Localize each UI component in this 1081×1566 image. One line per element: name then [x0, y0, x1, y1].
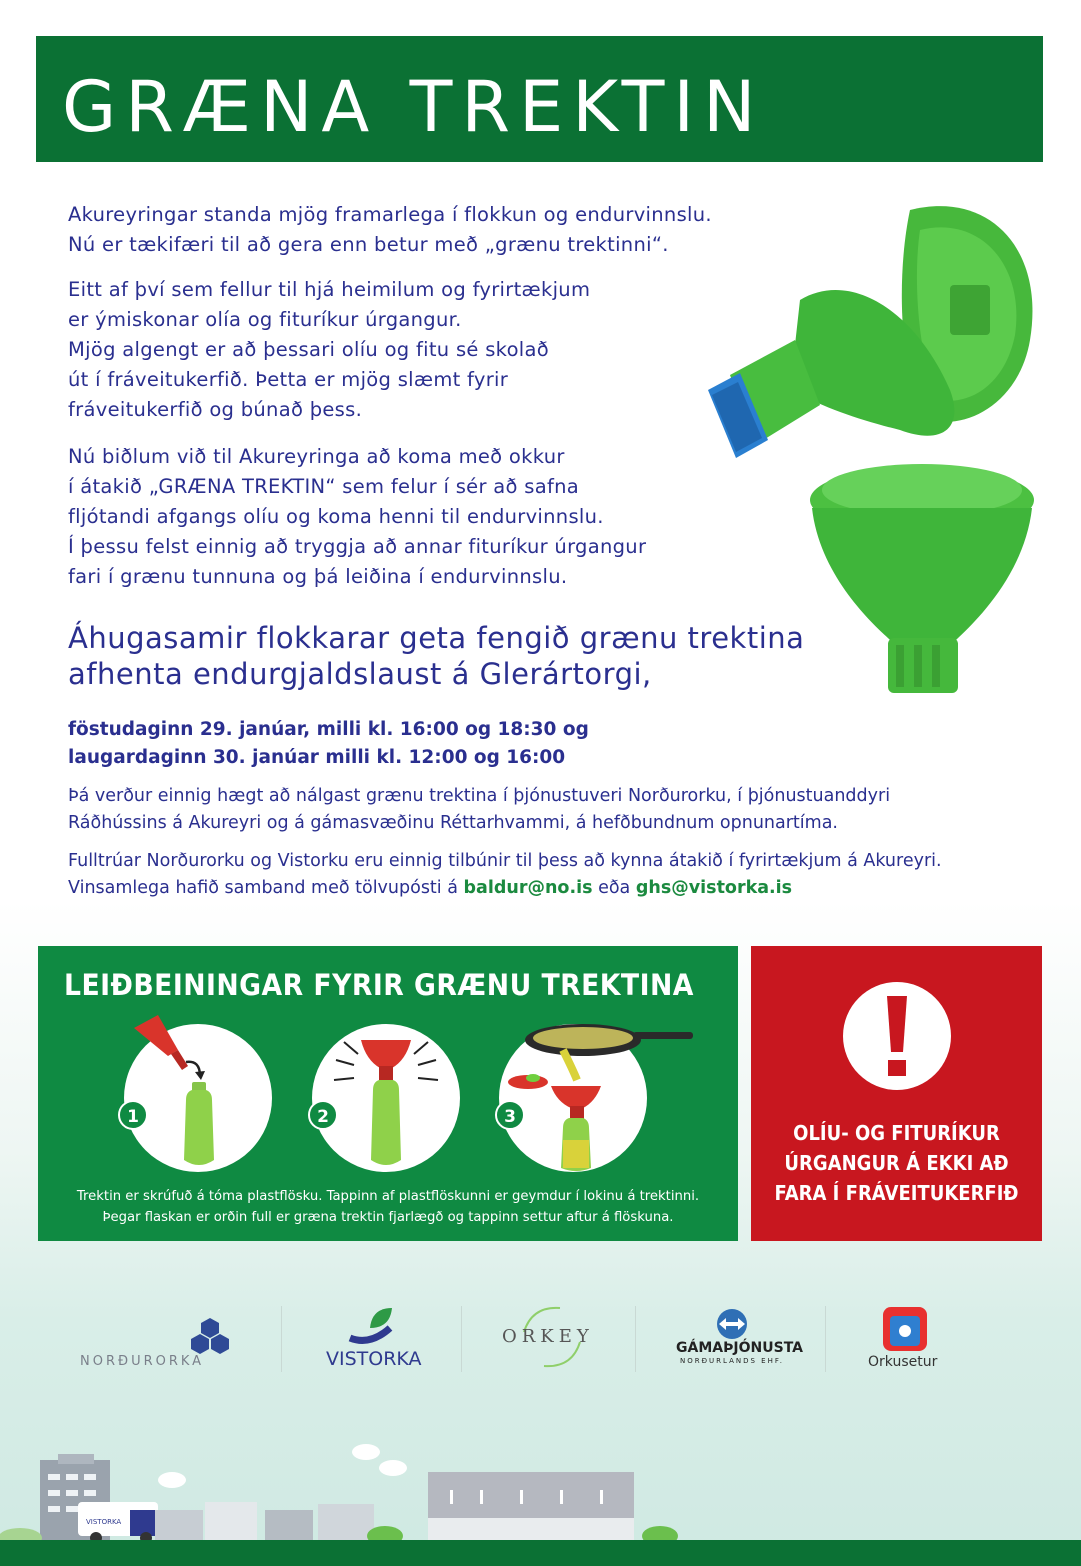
closed-funnel-image [810, 464, 1034, 693]
hexagon-icon [190, 1318, 230, 1354]
step-number: 3 [495, 1100, 525, 1130]
text-line: Mjög algengt er að þessari olíu og fitu sé skolað [68, 338, 549, 361]
exclamation-icon [843, 982, 951, 1090]
orkusetur-icon [882, 1306, 928, 1352]
screwed-funnel-icon [306, 1010, 506, 1180]
text-line: Áhugasamir flokkarar geta fengið grænu trektina [68, 621, 805, 655]
text-line: Eitt af því sem fellur til hjá heimilum og fyrirtækjum [68, 278, 591, 301]
date-line: föstudaginn 29. janúar, milli kl. 16:00 og 18:30 og [68, 719, 589, 740]
intro-paragraph-3 [68, 442, 646, 592]
text-line: Fulltrúar Norðurorku og Vistorku eru einnig tilbúnir til þess að kynna átakið í fyrirtækjum á Akureyri. [68, 851, 942, 871]
gamathjonusta-label: GÁMAÞJÓNUSTA [676, 1340, 803, 1356]
logo-divider [281, 1306, 282, 1372]
text-line: Akureyringar standa mjög framarlega í flokkun og endurvinnslu. [68, 203, 712, 226]
instructions-caption [38, 1186, 738, 1228]
text-line: Ráðhússins á Akureyri og á gámasvæðinu Réttarhvammi, á hefðbundnum opnunartíma. [68, 813, 838, 833]
event-dates [68, 716, 589, 772]
warning-line: ÚRGANGUR Á EKKI AÐ [784, 1151, 1009, 1175]
step-1 [116, 1010, 316, 1180]
text-line: Nú er tækifæri til að gera enn betur með „grænu trektinni“. [68, 233, 669, 256]
email-link-ghs[interactable]: ghs@vistorka.is [635, 878, 793, 898]
orkusetur-logo [860, 1300, 960, 1380]
page-title: GRÆNA TREKTIN [62, 66, 765, 148]
text-line: er ýmiskonar olía og fituríkur úrgangur. [68, 308, 462, 331]
pickup-info [68, 783, 890, 837]
text-line: Í þessu felst einnig að tryggja að annar fituríkur úrgangur [68, 535, 647, 558]
warning-text [751, 1118, 1042, 1208]
contact-info [68, 848, 942, 902]
step-number: 2 [308, 1100, 338, 1130]
warning-line: OLÍU- OG FITURÍKUR [793, 1121, 1000, 1145]
gamathjonusta-logo [670, 1300, 820, 1380]
step-number: 1 [118, 1100, 148, 1130]
date-line: laugardaginn 30. janúar milli kl. 12:00 og 16:00 [68, 747, 566, 768]
caption-line: Trektin er skrúfuð á tóma plastflösku. Tappinn af plastflöskunni er geymdur í lokinu á trektinni. [76, 1189, 700, 1204]
contact-line [68, 875, 942, 902]
email-link-baldur[interactable]: baldur@no.is [463, 878, 593, 898]
vistorka-logo [310, 1300, 450, 1380]
city-skyline-illustration [0, 1440, 1081, 1544]
highlight-text [68, 620, 804, 692]
intro-paragraph-1 [68, 200, 712, 260]
vistorka-label: VISTORKA [326, 1348, 422, 1370]
leaf-icon [340, 1306, 400, 1346]
text-line: Þá verður einnig hægt að nálgast grænu trektina í þjónustuveri Norðurorku, í þjónustuanddyri [68, 786, 891, 806]
intro-paragraph-2 [68, 275, 590, 425]
nordurorka-logo [80, 1300, 260, 1380]
text-line: fljótandi afgangs olíu og koma henni til endurvinnslu. [68, 505, 604, 528]
text-line: Nú biðlum við til Akureyringa að koma með okkur [68, 445, 565, 468]
logo-divider [461, 1306, 462, 1372]
nordurorka-label: NORÐURORKA [80, 1354, 205, 1369]
gamathjonusta-sub-label: NORÐURLANDS EHF. [680, 1357, 784, 1365]
orkey-label: ORKEY [502, 1326, 594, 1347]
funnel-to-bottle-icon [116, 1010, 316, 1180]
contact-prefix: Vinsamlega hafið samband með tölvupósti á [68, 878, 464, 898]
pan-pouring-oil-icon [493, 1010, 713, 1180]
text-line: fari í grænu tunnuna og þá leiðina í endurvinnslu. [68, 565, 568, 588]
text-line: út í fráveitukerfið. Þetta er mjög slæmt fyrir [68, 368, 509, 391]
step-2 [306, 1010, 506, 1180]
instructions-box [38, 946, 738, 1241]
title-banner [36, 36, 1043, 162]
step-3 [493, 1010, 693, 1180]
logo-divider [825, 1306, 826, 1372]
footer-bar [0, 1540, 1081, 1566]
arrows-icon [712, 1308, 752, 1340]
orkusetur-label: Orkusetur [868, 1354, 938, 1370]
orkey-logo [490, 1300, 640, 1380]
truck-label: VISTORKA [86, 1518, 122, 1526]
open-funnel-image [708, 206, 1032, 458]
text-line: afhenta endurgjaldslaust á Glerártorgi, [68, 657, 652, 691]
contact-joiner: eða [592, 878, 636, 898]
warning-box [751, 946, 1042, 1241]
logo-divider [635, 1306, 636, 1372]
warning-line: FARA Í FRÁVEITUKERFIÐ [774, 1181, 1019, 1205]
partner-logos [60, 1300, 1020, 1380]
text-line: í átakið „GRÆNA TREKTIN“ sem felur í sér að safna [68, 475, 580, 498]
instructions-title: LEIÐBEININGAR FYRIR GRÆNU TREKTINA [64, 968, 694, 1002]
text-line: fráveitukerfið og búnað þess. [68, 398, 363, 421]
caption-line: Þegar flaskan er orðin full er græna trektin fjarlægð og tappinn settur aftur á flöskuna. [102, 1210, 674, 1225]
